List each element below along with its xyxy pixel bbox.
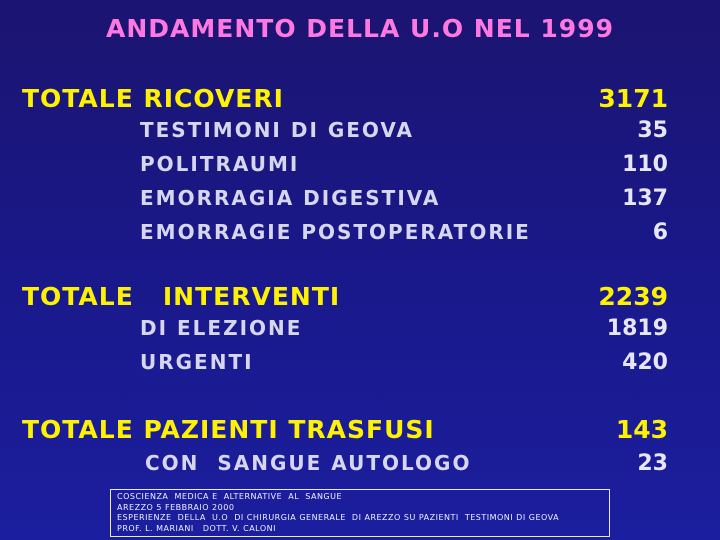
emorragia-digestiva-value: 137 xyxy=(622,186,668,211)
testimoni-geova-label: TESTIMONI DI GEOVA xyxy=(140,118,414,142)
emorragie-postoperatorie-value: 6 xyxy=(652,220,668,245)
sangue-autologo-value: 23 xyxy=(637,451,668,476)
urgenti-row xyxy=(0,350,720,382)
di-elezione-label: DI ELEZIONE xyxy=(140,316,303,340)
emorragie-postoperatorie-row xyxy=(0,220,720,252)
footer-line-date: AREZZO 5 FEBBRAIO 2000 xyxy=(117,502,235,512)
di-elezione-row xyxy=(0,316,720,348)
politraumi-value: 110 xyxy=(622,152,668,177)
totale-interventi-row xyxy=(0,282,720,314)
testimoni-geova-value: 35 xyxy=(637,118,668,143)
totale-ricoveri-label: TOTALE RICOVERI xyxy=(22,84,284,113)
slide-title: ANDAMENTO DELLA U.O NEL 1999 xyxy=(106,14,614,43)
di-elezione-value: 1819 xyxy=(606,316,668,341)
sangue-autologo-row xyxy=(0,451,720,483)
urgenti-label: URGENTI xyxy=(140,350,254,374)
totale-ricoveri-row xyxy=(0,84,720,116)
totale-ricoveri-value: 3171 xyxy=(598,84,668,113)
politraumi-row xyxy=(0,152,720,184)
urgenti-value: 420 xyxy=(622,350,668,375)
totale-interventi-value: 2239 xyxy=(598,282,668,311)
politraumi-label: POLITRAUMI xyxy=(140,152,300,176)
footer-line-topic: ESPERIENZE DELLA U.O DI CHIRURGIA GENERALE DI AREZZO SU PAZIENTI TESTIMONI DI GEOVA xyxy=(117,513,560,522)
totale-trasfusi-label: TOTALE PAZIENTI TRASFUSI xyxy=(22,415,435,444)
testimoni-geova-row xyxy=(0,118,720,150)
sangue-autologo-label: CON SANGUE AUTOLOGO xyxy=(145,451,472,475)
footer-line-conference: COSCIENZA MEDICA E ALTERNATIVE AL SANGUE xyxy=(117,492,343,501)
totale-interventi-label: TOTALE INTERVENTI xyxy=(22,282,341,311)
emorragia-digestiva-row xyxy=(0,186,720,218)
totale-trasfusi-value: 143 xyxy=(615,415,668,444)
totale-trasfusi-row xyxy=(0,415,720,447)
footer-line-authors: PROF. L. MARIANI DOTT. V. CALONI xyxy=(117,523,276,533)
emorragia-digestiva-label: EMORRAGIA DIGESTIVA xyxy=(140,186,441,210)
footer-credits-box xyxy=(110,489,610,537)
emorragie-postoperatorie-label: EMORRAGIE POSTOPERATORIE xyxy=(140,220,531,244)
